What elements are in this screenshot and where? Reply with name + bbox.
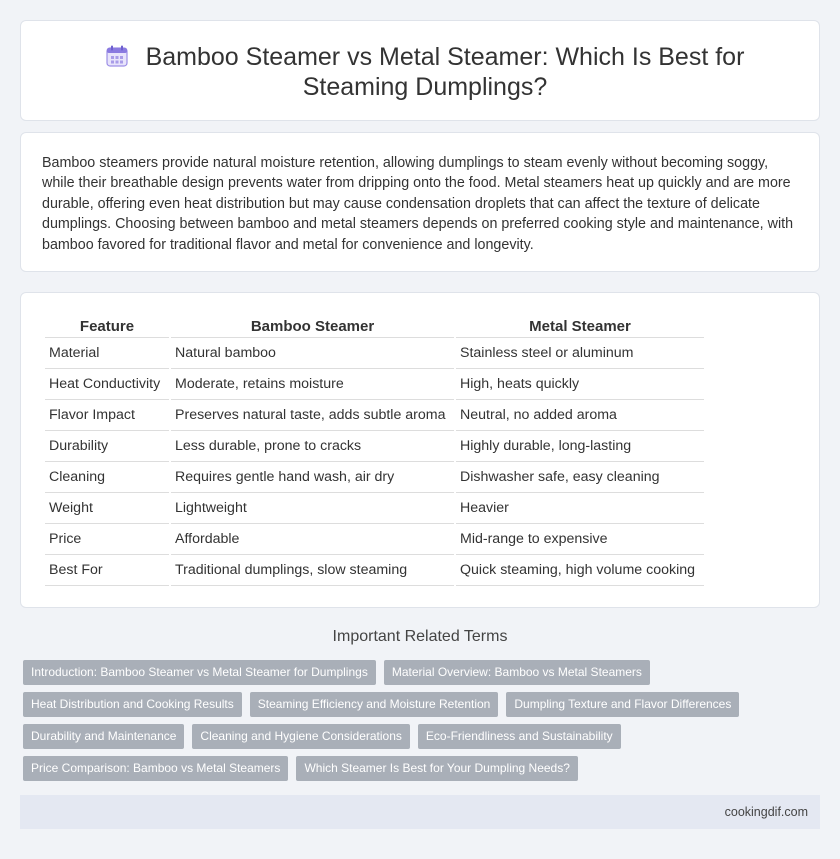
header-feature: Feature (45, 316, 169, 338)
metal-cell: High, heats quickly (456, 369, 704, 400)
intro-paragraph: Bamboo steamers provide natural moisture retention, allowing dumplings to steam evenly without becoming soggy, while their breathable design prevents water from dripping onto the food. Metal steamers heat up quickly and are more durable, offering even heat distribution but may cause condensation droplets that can affect the texture of delicate dumplings. Choosing between bamboo and metal steamers depends on preferred cooking style and maintenance, with bamboo favored for traditional flavor and metal for convenience and longevity. (42, 155, 794, 253)
bamboo-cell: Lightweight (171, 493, 454, 524)
bamboo-cell: Preserves natural taste, adds subtle aroma (171, 400, 454, 431)
table-row (45, 524, 704, 555)
feature-cell: Cleaning (45, 462, 169, 493)
table-row (45, 462, 704, 493)
related-tag[interactable]: Dumpling Texture and Flavor Differences (506, 692, 739, 717)
metal-cell: Heavier (456, 493, 704, 524)
table-row (45, 400, 704, 431)
table-row (45, 338, 704, 369)
comparison-table (43, 316, 706, 586)
table-row (45, 369, 704, 400)
comparison-card (20, 292, 820, 608)
table-row (45, 555, 704, 586)
calendar-icon (106, 45, 128, 67)
feature-cell: Flavor Impact (45, 400, 169, 431)
related-tag[interactable]: Introduction: Bamboo Steamer vs Metal Steamer for Dumplings (23, 660, 376, 685)
bamboo-cell: Requires gentle hand wash, air dry (171, 462, 454, 493)
bamboo-cell: Less durable, prone to cracks (171, 431, 454, 462)
feature-cell: Heat Conductivity (45, 369, 169, 400)
related-tag[interactable]: Which Steamer Is Best for Your Dumpling Needs? (296, 756, 577, 781)
table-row (45, 493, 704, 524)
related-tag[interactable]: Price Comparison: Bamboo vs Metal Steamers (23, 756, 288, 781)
metal-cell: Neutral, no added aroma (456, 400, 704, 431)
footer-site-link[interactable]: cookingdif.com (724, 805, 808, 819)
bamboo-cell: Natural bamboo (171, 338, 454, 369)
bamboo-cell: Affordable (171, 524, 454, 555)
table-header-row (45, 316, 704, 338)
page-title: Bamboo Steamer vs Metal Steamer: Which Is Best for Steaming Dumplings? (145, 43, 745, 101)
metal-cell: Stainless steel or aluminum (456, 338, 704, 369)
related-tag[interactable]: Steaming Efficiency and Moisture Retention (250, 692, 499, 717)
bamboo-cell: Moderate, retains moisture (171, 369, 454, 400)
title-card (20, 20, 820, 121)
tag-row (23, 756, 813, 781)
related-tag[interactable]: Durability and Maintenance (23, 724, 184, 749)
page-title-row (61, 42, 789, 102)
metal-cell: Quick steaming, high volume cooking (456, 555, 704, 586)
feature-cell: Material (45, 338, 169, 369)
tag-row (23, 724, 813, 749)
intro-card (20, 132, 820, 272)
related-terms-tags (23, 660, 813, 788)
metal-cell: Highly durable, long-lasting (456, 431, 704, 462)
feature-cell: Durability (45, 431, 169, 462)
feature-cell: Best For (45, 555, 169, 586)
related-tag[interactable]: Material Overview: Bamboo vs Metal Steamers (384, 660, 650, 685)
table-row (45, 431, 704, 462)
metal-cell: Dishwasher safe, easy cleaning (456, 462, 704, 493)
footer-bar (20, 795, 820, 829)
bamboo-cell: Traditional dumplings, slow steaming (171, 555, 454, 586)
feature-cell: Price (45, 524, 169, 555)
related-tag[interactable]: Cleaning and Hygiene Considerations (192, 724, 409, 749)
tag-row (23, 692, 813, 717)
tag-row (23, 660, 813, 685)
related-tag[interactable]: Heat Distribution and Cooking Results (23, 692, 242, 717)
header-bamboo: Bamboo Steamer (171, 316, 454, 338)
related-tag[interactable]: Eco-Friendliness and Sustainability (418, 724, 621, 749)
related-terms-heading: Important Related Terms (332, 628, 508, 645)
metal-cell: Mid-range to expensive (456, 524, 704, 555)
feature-cell: Weight (45, 493, 169, 524)
header-metal: Metal Steamer (456, 316, 704, 338)
